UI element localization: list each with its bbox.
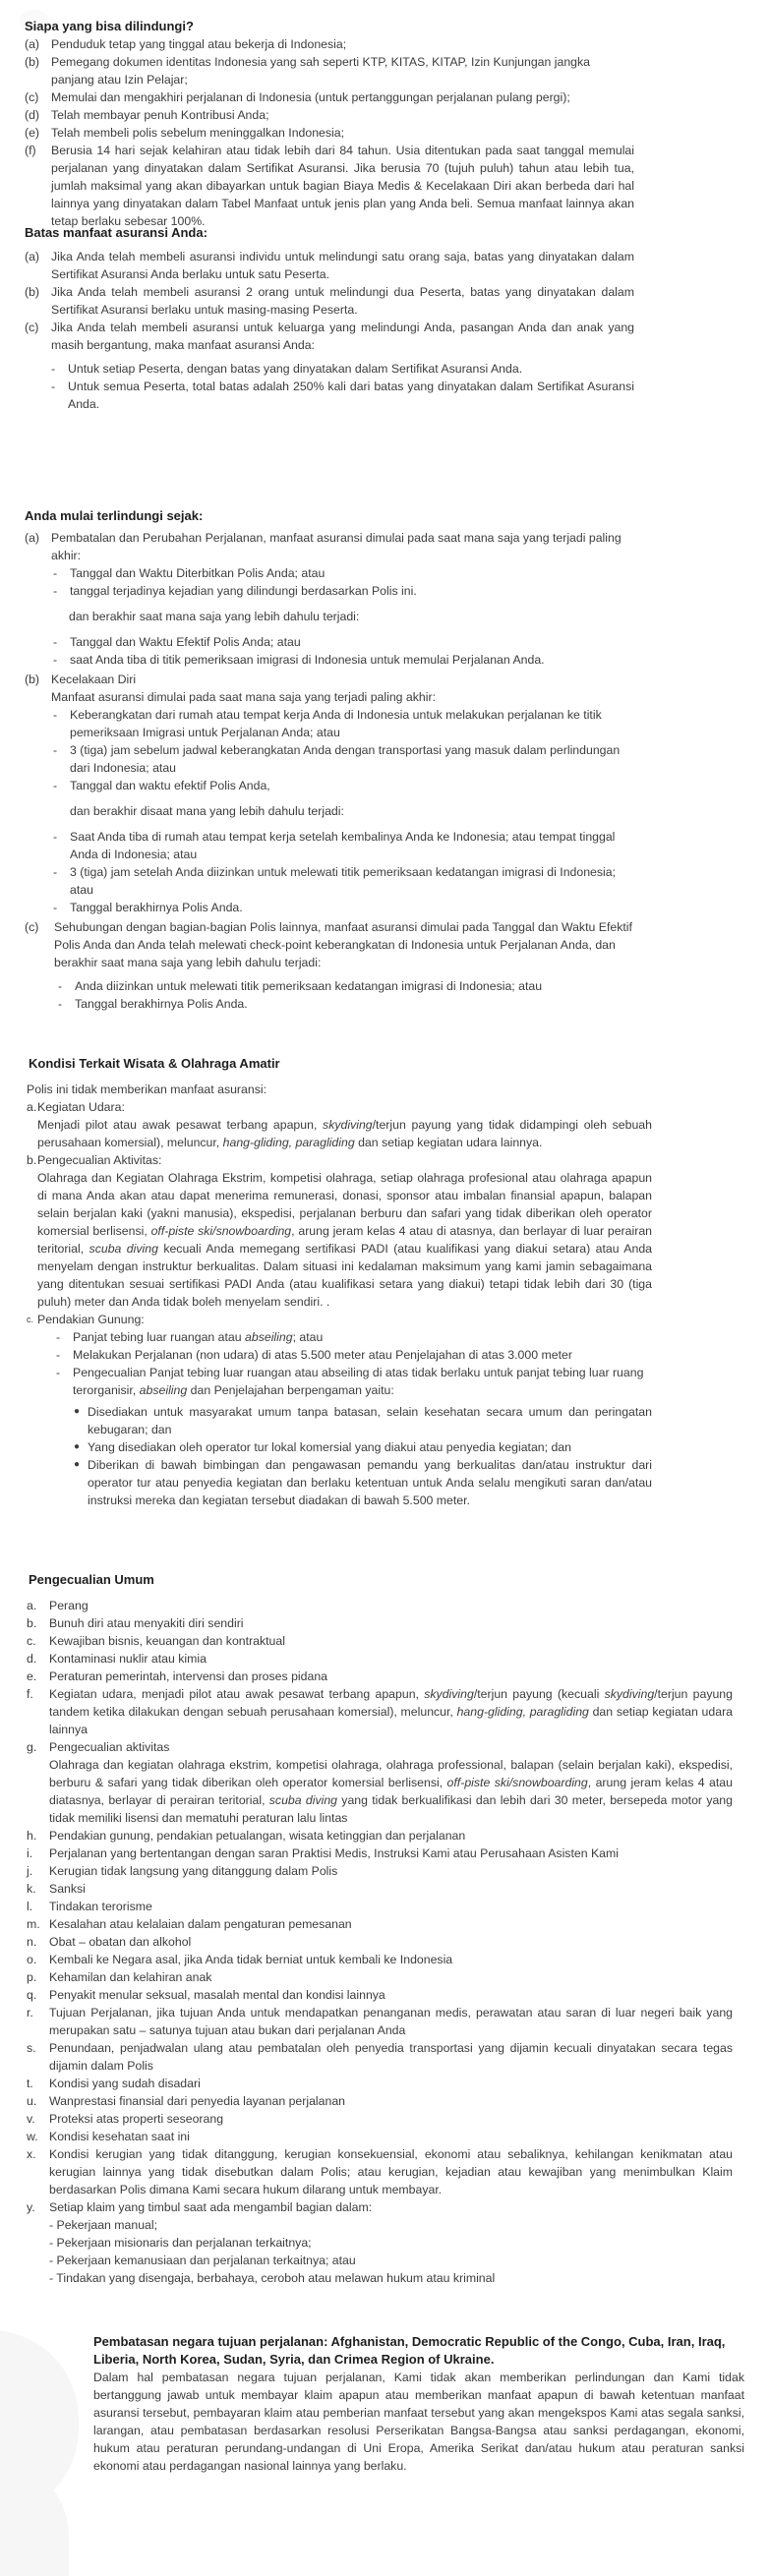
text-run: Olahraga dan Kegiatan Olahraga Ekstrim, kompetisi olahraga, setiap olahraga profesional atau olahraga apapun di mana Anda akan atau dapat menerima remunerasi, donasi, sponsor atau imbalan finansial apapun, balapan selain berjalan kaki (yakni manusia), ekspedisi, perjalanan berburu dan safari yang tidak diberikan oleh operator komersial berlisensi, bbox=[37, 1171, 652, 1238]
sports-c-list bbox=[27, 1328, 652, 1399]
item-label: (a) bbox=[25, 37, 40, 51]
item-label: (f) bbox=[25, 144, 36, 157]
dash-marker: - bbox=[58, 979, 63, 993]
item-label: b. bbox=[27, 1616, 37, 1630]
item-label: b. bbox=[27, 1153, 37, 1167]
item-label: c. bbox=[27, 1634, 36, 1648]
text-run: Perang bbox=[49, 1599, 89, 1612]
start-item-a bbox=[25, 529, 634, 564]
item-text: saat Anda tiba di titik pemeriksaan imigrasi di Indonesia untuk memulai Perjalanan Anda. bbox=[70, 653, 545, 667]
text-run: Kehamilan dan kelahiran anak bbox=[49, 1970, 212, 1984]
item-label: (c) bbox=[25, 90, 39, 104]
sports-intro: Polis ini tidak memberikan manfaat asuransi: bbox=[27, 1083, 267, 1096]
item-text bbox=[49, 1614, 733, 1632]
item-label: m. bbox=[27, 1917, 40, 1931]
italic-term: abseiling bbox=[139, 1383, 188, 1397]
item-text: Telah membeli polis sebelum meninggalkan Indonesia; bbox=[51, 126, 345, 140]
italic-term: skydiving bbox=[323, 1118, 373, 1132]
list-item bbox=[27, 1968, 733, 1986]
item-text: Memulai dan mengakhiri perjalanan di Indonesia (untuk pertanggungan perjalanan pulang pergi); bbox=[51, 90, 570, 104]
text-run: Kembali ke Negara asal, jika Anda tidak berniat untuk kembali ke Indonesia bbox=[49, 1953, 453, 1966]
item-text: Jika Anda telah membeli asuransi 2 orang untuk melindungi dua Peserta, batas yang dinyatakan dalam Sertifikat Asuransi berlaku untuk masing-masing Peserta. bbox=[51, 285, 634, 317]
list-item bbox=[27, 1844, 733, 1862]
text-run: dan setiap kegiatan udara lainnya. bbox=[354, 1136, 543, 1149]
item-title: Pengecualian Aktivitas: bbox=[37, 1153, 162, 1167]
start-a-list2 bbox=[25, 633, 634, 669]
text-run: Proteksi atas properti seseorang bbox=[49, 2112, 224, 2126]
text-run: yang tidak berkualifikasi dan lebih dari 30 meter, bersepeda motor yang tidak memiliki lisensi dan mematuhi peraturan lalu lintas bbox=[49, 1793, 733, 1825]
list-item bbox=[53, 777, 634, 794]
dash-marker: - bbox=[58, 997, 63, 1011]
dash-marker: - bbox=[51, 362, 56, 376]
item-subline: - Pekerjaan manual; bbox=[49, 2218, 158, 2232]
item-text: 3 (tiga) jam sebelum jadwal keberangkatan Anda dengan transportasi yang masuk dalam perlindungan dari Indonesia; atau bbox=[70, 743, 621, 775]
item-label: r. bbox=[27, 2006, 33, 2020]
item-label: i. bbox=[27, 1846, 33, 1860]
italic-term: skydiving bbox=[604, 1687, 655, 1701]
list-item bbox=[27, 2128, 733, 2145]
list-item bbox=[25, 283, 634, 319]
dash-marker: - bbox=[53, 743, 58, 757]
start-item-b bbox=[25, 671, 634, 688]
item-text: Saat Anda tiba di rumah atau tempat kerja setelah kembalinya Anda ke Indonesia; atau tempat tinggal Anda di Indonesia; atau bbox=[70, 830, 616, 861]
text-run: Panjat tebing luar ruangan atau bbox=[73, 1330, 246, 1344]
section-title: Anda mulai terlindungi sejak: bbox=[25, 508, 204, 523]
start-a-list1 bbox=[25, 564, 634, 600]
text-run: Peraturan pemerintah, intervensi dan proses pidana bbox=[49, 1669, 328, 1683]
list-item bbox=[27, 1933, 733, 1951]
list-item bbox=[53, 651, 634, 669]
item-text: Untuk semua Peserta, total batas adalah 250% kali dari batas yang dinyatakan dalam Sertifikat Asuransi Anda. bbox=[68, 380, 634, 411]
text-run: Sanksi bbox=[49, 1882, 86, 1896]
section-title: Batas manfaat asuransi Anda: bbox=[25, 225, 207, 240]
item-label: (a) bbox=[25, 531, 40, 545]
text-run: Kerugian tidak langsung yang ditanggung dalam Polis bbox=[49, 1864, 338, 1878]
item-label: w. bbox=[27, 2130, 38, 2143]
list-item bbox=[53, 564, 634, 582]
list-item bbox=[53, 633, 634, 651]
list-item bbox=[27, 1862, 733, 1880]
section-benefit-limits bbox=[25, 224, 634, 413]
limits-sublist bbox=[25, 360, 634, 413]
item-text bbox=[49, 1685, 733, 1738]
text-run: Obat – obatan dan alkohol bbox=[49, 1935, 192, 1949]
list-item bbox=[51, 360, 634, 378]
item-title: Kecelakaan Diri bbox=[51, 673, 137, 686]
item-label: (c) bbox=[25, 920, 39, 934]
list-item bbox=[56, 1328, 652, 1346]
dash-marker: - bbox=[56, 1366, 61, 1379]
list-item bbox=[25, 35, 634, 53]
bullet-icon: ● bbox=[74, 1459, 81, 1470]
item-label: y. bbox=[27, 2200, 35, 2214]
text-run: Kegiatan udara, menjadi pilot atau awak pesawat terbang apapun, bbox=[49, 1687, 425, 1701]
text-run: /terjun payung (kecuali bbox=[473, 1687, 605, 1701]
list-item bbox=[27, 2092, 733, 2110]
section-sports-conditions bbox=[27, 1055, 652, 1509]
list-item bbox=[27, 1915, 733, 1933]
item-label: f. bbox=[27, 1687, 33, 1701]
text-run: , arung jeram kelas 4 atau diatasnya, berlayar di perairan teritorial, bbox=[49, 1776, 733, 1807]
sports-item-c bbox=[27, 1311, 652, 1328]
item-text: Diberikan di bawah bimbingan dan pengawasan pemandu yang berkualitas dan/atau instruktur dari operator tur atau penyedia kegiatan dan berlaku ketentuan untuk Anda selalu mengikuti saran dan/atau instruksi mereka dan kegiatan tersebut diadakan di bawah 5.500 meter. bbox=[88, 1458, 652, 1507]
item-text bbox=[73, 1346, 652, 1364]
text-run: kecuali Anda memegang sertifikasi PADI (atau kualifikasi yang diakui setara) atau Anda menyelam dengan instruktur berkualitas. Dalam situasi ini kedalaman maksimum yang kami jamin sebagaimana yang ditentukan sesuai sertifikasi PADI Anda (atau kualifikasi setara yang diakui) tetapi tidak lebih dari 30 (tiga puluh) meter dan Anda tidak boleh menyelam sendiri. . bbox=[37, 1242, 652, 1309]
item-text bbox=[49, 1597, 733, 1614]
text-run: Setiap klaim yang timbul saat ada mengambil bagian dalam: bbox=[49, 2200, 373, 2214]
text-run: Penyakit menular seksual, masalah mental dan kondisi lainnya bbox=[49, 1988, 385, 2002]
list-item bbox=[53, 863, 634, 899]
item-text bbox=[49, 1933, 733, 1951]
item-text: Tanggal berakhirnya Polis Anda. bbox=[75, 997, 248, 1011]
list-item bbox=[27, 1880, 733, 1898]
text-run: Kesalahan atau kelalaian dalam pengaturan pemesanan bbox=[49, 1917, 352, 1931]
item-text: Telah membayar penuh Kontribusi Anda; bbox=[51, 108, 269, 122]
text-run: Wanprestasi finansial dari penyedia layanan perjalanan bbox=[49, 2094, 346, 2108]
item-label: (d) bbox=[25, 108, 40, 122]
item-text bbox=[49, 2110, 733, 2128]
item-text: Untuk setiap Peserta, dengan batas yang dinyatakan dalam Sertifikat Asuransi Anda. bbox=[68, 362, 523, 376]
bullet-icon: ● bbox=[74, 1406, 81, 1417]
list-item bbox=[27, 2075, 733, 2092]
text-run: Menjadi pilot atau awak pesawat terbang apapun, bbox=[37, 1118, 324, 1132]
item-text: Tanggal dan Waktu Efektif Polis Anda; atau bbox=[70, 635, 301, 649]
start-item-c bbox=[25, 918, 634, 971]
item-label: v. bbox=[27, 2112, 35, 2126]
list-item bbox=[25, 53, 634, 88]
list-item bbox=[27, 2145, 733, 2198]
item-text: Jika Anda telah membeli asuransi individu untuk melindungi satu orang saja, batas yang dinyatakan dalam Sertifikat Asuransi Anda berlaku untuk satu Peserta. bbox=[51, 250, 634, 281]
list-item bbox=[53, 582, 634, 600]
item-text bbox=[49, 1915, 733, 1933]
item-text: Anda diizinkan untuk melewati titik pemeriksaan kedatangan imigrasi di Indonesia; atau bbox=[75, 979, 543, 993]
list-item bbox=[56, 1346, 652, 1364]
item-label: (a) bbox=[25, 250, 40, 263]
bullet-icon: ● bbox=[74, 1441, 81, 1452]
dash-marker: - bbox=[53, 584, 58, 598]
dash-marker: - bbox=[53, 865, 58, 879]
item-text: Tanggal berakhirnya Polis Anda. bbox=[70, 901, 243, 914]
italic-term: scuba diving bbox=[268, 1793, 338, 1807]
item-subline: - Pekerjaan misionaris dan perjalanan terkaitnya; bbox=[49, 2236, 312, 2250]
destination-restriction bbox=[93, 2333, 744, 2475]
text-run: /terjun payung tandem ketika dilakukan dengan sebuah perusahaan komersial), meluncur, bbox=[49, 1687, 733, 1719]
item-text bbox=[49, 1951, 733, 1968]
item-body bbox=[49, 1756, 733, 1827]
section-coverage-start bbox=[25, 507, 634, 1013]
limits-list bbox=[25, 248, 634, 354]
item-text bbox=[49, 2004, 733, 2039]
text-run: Olahraga dan kegiatan olahraga ekstrim, kompetisi olahraga, olahraga professional, balapan (selain berjalan kaki), ekspedisi, berburu & safari yang tidak diberikan oleh operator komersial berlisensi, bbox=[49, 1758, 733, 1789]
italic-term: off-piste ski/snowboarding bbox=[150, 1224, 292, 1238]
item-subline: - Tindakan yang disengaja, berbahaya, ceroboh atau melawan hukum atau kriminal bbox=[49, 2271, 496, 2285]
list-item bbox=[27, 1632, 733, 1650]
item-label: (b) bbox=[25, 285, 40, 299]
item-text bbox=[49, 1898, 733, 1915]
item-text bbox=[49, 2075, 733, 2092]
item-label: a. bbox=[27, 1100, 37, 1114]
sports-b-text bbox=[37, 1169, 652, 1311]
item-label: (b) bbox=[25, 55, 40, 69]
list-item bbox=[27, 2039, 733, 2075]
list-item bbox=[25, 142, 634, 230]
list-item bbox=[27, 1668, 733, 1685]
list-item bbox=[27, 1951, 733, 1968]
start-a-mid: dan berakhir saat mana saja yang lebih dahulu terjadi: bbox=[69, 610, 360, 623]
start-c-list bbox=[25, 977, 634, 1013]
dash-marker: - bbox=[53, 653, 58, 667]
list-item bbox=[27, 1650, 733, 1668]
item-label: t. bbox=[27, 2077, 33, 2090]
item-text bbox=[49, 2092, 733, 2110]
italic-term: skydiving bbox=[424, 1687, 474, 1701]
dash-marker: - bbox=[53, 708, 58, 722]
sports-a-text bbox=[37, 1116, 652, 1151]
list-item bbox=[25, 88, 634, 106]
item-label: c. bbox=[27, 1315, 34, 1324]
item-title: Kegiatan Udara: bbox=[37, 1100, 125, 1114]
text-run: Tujuan Perjalanan, jika tujuan Anda untuk mendapatkan penanganan medis, perawatan atau saran di luar negeri baik yang merupakan satu – satunya tujuan atau bukan dari perjalanan Anda bbox=[49, 2006, 733, 2037]
item-label: o. bbox=[27, 1953, 37, 1966]
item-text: Tanggal dan Waktu Diterbitkan Polis Anda; atau bbox=[70, 566, 326, 580]
item-label: a. bbox=[27, 1599, 37, 1612]
list-item bbox=[27, 1898, 733, 1915]
list-item bbox=[51, 378, 634, 413]
list-item bbox=[27, 1827, 733, 1844]
restriction-title: Pembatasan negara tujuan perjalanan: Afghanistan, Democratic Republic of the Congo, Cuba, Iran, Iraq, Liberia, North Korea, Sudan, Syria, dan Crimea Region of Ukraine. bbox=[93, 2334, 726, 2367]
list-item bbox=[25, 124, 634, 142]
item-text: Sehubungan dengan bagian-bagian Polis lainnya, manfaat asuransi dimulai pada Tanggal dan Waktu Efektif Polis Anda dan Anda telah melewati check-point keberangkatan di Indonesia untuk Perjalanan Anda, dan berakhir saat mana saja yang lebih dahulu terjadi: bbox=[54, 920, 632, 969]
start-b-mid: dan berakhir disaat mana yang lebih dahulu terjadi: bbox=[70, 804, 344, 818]
item-text: tanggal terjadinya kejadian yang dilindungi berdasarkan Polis ini. bbox=[70, 584, 417, 598]
who-list bbox=[25, 35, 634, 230]
item-text: Tanggal dan waktu efektif Polis Anda, bbox=[70, 779, 270, 792]
item-text bbox=[49, 1862, 733, 1880]
item-text bbox=[49, 1632, 733, 1650]
item-subline: - Pekerjaan kemanusiaan dan perjalanan terkaitnya; atau bbox=[49, 2254, 356, 2267]
item-text bbox=[49, 2145, 733, 2198]
item-text bbox=[49, 2039, 733, 2075]
item-text bbox=[49, 1738, 733, 1827]
text-run: Perjalanan yang bertentangan dengan saran Praktisi Medis, Instruksi Kami atau Perusahaan Asisten Kami bbox=[49, 1846, 619, 1860]
section-title: Pengecualian Umum bbox=[29, 1572, 154, 1587]
text-run: Melakukan Perjalanan (non udara) di atas 5.500 meter atau Penjelajahan di atas 3.000 meter bbox=[73, 1348, 572, 1362]
item-label: (b) bbox=[25, 673, 40, 686]
list-item bbox=[74, 1403, 652, 1438]
item-text bbox=[49, 1844, 733, 1862]
list-item bbox=[27, 1986, 733, 2004]
text-run: dan Penjelajahan berpengaman yaitu: bbox=[187, 1383, 394, 1397]
item-text: Disediakan untuk masyarakat umum tanpa batasan, selain kesehatan secara umum dan peringatan kebugaran; dan bbox=[88, 1405, 652, 1436]
text-run: Kondisi kesehatan saat ini bbox=[49, 2130, 190, 2143]
dash-marker: - bbox=[53, 779, 58, 792]
text-run: Pengecualian Panjat tebing luar ruangan atau abseiling di atas tidak berlaku untuk panjat tebing luar ruang terorganisir, bbox=[73, 1366, 644, 1397]
item-label: (c) bbox=[25, 321, 39, 334]
item-text: Berusia 14 hari sejak kelahiran atau tidak lebih dari 84 tahun. Usia ditentukan pada saat tanggal memulai perjalanan yang dinyatakan dalam Sertifikat Asuransi. Jika berusia 70 (tujuh puluh) tahun atau lebih tua, jumlah maksimal yang akan dibayarkan untuk bagian Biaya Medis & Kecelakaan Diri akan berbeda dari hal lainnya yang dinyatakan dalam Tabel Manfaat untuk jenis plan yang Anda beli. Semua manfaat lainnya akan tetap berlaku sebesar 100%. bbox=[51, 144, 634, 228]
italic-term: hang-gliding, paragliding bbox=[456, 1705, 589, 1719]
sports-item-a bbox=[27, 1098, 652, 1116]
text-run: dan setiap kegiatan udara lainnya bbox=[49, 1705, 733, 1736]
item-label: h. bbox=[27, 1829, 37, 1843]
item-label: k. bbox=[27, 1882, 36, 1896]
dash-marker: - bbox=[53, 830, 58, 844]
item-label: (e) bbox=[25, 126, 40, 140]
item-label: d. bbox=[27, 1652, 37, 1666]
list-item bbox=[27, 1685, 733, 1738]
text-run: Penundaan, penjadwalan ulang atau pembatalan oleh penyedia transportasi yang dijamin kecuali dinyatakan secara tegas dijamin dalam Polis bbox=[49, 2041, 733, 2073]
item-text bbox=[49, 1668, 733, 1685]
item-text: Pembatalan dan Perubahan Perjalanan, manfaat asuransi dimulai pada saat mana saja yang terjadi paling akhir: bbox=[51, 531, 622, 562]
item-text: Jika Anda telah membeli asuransi untuk keluarga yang melindungi Anda, pasangan Anda dan anak yang masih bergantung, maka manfaat asuransi Anda: bbox=[51, 321, 634, 352]
item-text: Pemegang dokumen identitas Indonesia yang sah seperti KTP, KITAS, KITAP, Izin Kunjungan jangka panjang atau Izin Pelajar; bbox=[51, 55, 591, 87]
item-text bbox=[73, 1328, 652, 1346]
dash-marker: - bbox=[53, 901, 58, 914]
general-list bbox=[27, 1597, 733, 2287]
item-label: l. bbox=[27, 1900, 33, 1913]
text-run: Kewajiban bisnis, keuangan dan kontraktual bbox=[49, 1634, 285, 1648]
list-item bbox=[58, 995, 634, 1013]
list-item bbox=[25, 319, 634, 354]
list-item bbox=[53, 828, 634, 863]
item-text: Keberangkatan dari rumah atau tempat kerja Anda di Indonesia untuk melakukan perjalanan ke titik pemeriksaan Imigrasi untuk Perjalanan Anda; atau bbox=[70, 708, 602, 739]
list-item bbox=[25, 106, 634, 124]
italic-term: scuba diving bbox=[89, 1242, 158, 1256]
section-general-exclusions bbox=[27, 1571, 733, 2287]
text-run: Pendakian gunung, pendakian petualangan, wisata ketinggian dan perjalanan bbox=[49, 1829, 466, 1843]
italic-term: abseiling bbox=[245, 1330, 293, 1344]
list-item bbox=[74, 1438, 652, 1456]
item-text bbox=[49, 2128, 733, 2145]
item-text bbox=[73, 1364, 652, 1399]
text-run: Bunuh diri atau menyakiti diri sendiri bbox=[49, 1616, 244, 1630]
item-title: Pendakian Gunung: bbox=[37, 1313, 145, 1326]
text-run: /terjun payung yang tidak didampingi oleh sebuah perusahaan komersial), meluncur, bbox=[37, 1118, 652, 1149]
item-text: Penduduk tetap yang tinggal atau bekerja di Indonesia; bbox=[51, 37, 347, 51]
dash-marker: - bbox=[56, 1348, 61, 1362]
text-run: ; atau bbox=[292, 1330, 324, 1344]
dash-marker: - bbox=[53, 635, 58, 649]
list-item bbox=[74, 1456, 652, 1509]
text-run: Kondisi yang sudah disadari bbox=[49, 2077, 201, 2090]
start-b-list2 bbox=[25, 828, 634, 916]
item-text: Manfaat asuransi dimulai pada saat mana saja yang terjadi paling akhir: bbox=[51, 690, 436, 704]
item-text bbox=[49, 1968, 733, 1986]
list-item bbox=[27, 1597, 733, 1614]
list-item bbox=[27, 2004, 733, 2039]
italic-term: off-piste ski/snowboarding bbox=[446, 1776, 588, 1789]
list-item bbox=[27, 2110, 733, 2128]
text-run: Pengecualian aktivitas bbox=[49, 1740, 170, 1754]
start-b-list1 bbox=[25, 706, 634, 794]
text-run: Tindakan terorisme bbox=[49, 1900, 152, 1913]
item-label: g. bbox=[27, 1740, 37, 1754]
item-text bbox=[49, 2198, 733, 2287]
item-label: u. bbox=[27, 2094, 37, 2108]
text-run: Kondisi kerugian yang tidak ditanggung, kerugian konsekuensial, ekonomi atau sebaliknya, kehilangan kenikmatan atau kerugian lainnya yang tidak disebutkan dalam Polis; atau kerugian, kejadian atau kewajiban yang menimbulkan Klaim berdasarkan Polis dimana Kami secara hukum dilarang untuk membayar. bbox=[49, 2147, 733, 2196]
list-item bbox=[53, 899, 634, 916]
restriction-text: Dalam hal pembatasan negara tujuan perjalanan, Kami tidak akan memberikan perlindungan dan Kami tidak bertanggung jawab untuk membayar klaim apapun atau memberikan manfaat apapun di bawah ketentuan manfaat asuransi tersebut, pembayaran klaim atau pemberian manfaat tersebut yang akan mengekspos Kami atas segala sanksi, larangan, atau pembatasan berdasarkan resolusi Perserikatan Bangsa-Bangsa atau sanksi perdagangan, ekonomi, hukum atau peraturan perundang-undangan di Uni Eropa, Amerika Serikat dan/atau hukum atau peraturan sanksi ekonomi atau perdagangan nasional lainnya yang berlaku. bbox=[93, 2371, 744, 2473]
item-label: n. bbox=[27, 1935, 37, 1949]
sports-item-b bbox=[27, 1151, 652, 1169]
section-who-is-covered bbox=[25, 18, 634, 230]
item-text bbox=[49, 1986, 733, 2004]
item-text: Yang disediakan oleh operator tur lokal komersial yang diakui atau penyedia kegiatan; dan bbox=[88, 1440, 571, 1454]
list-item bbox=[25, 248, 634, 283]
list-item bbox=[27, 1614, 733, 1632]
list-item bbox=[53, 741, 634, 777]
item-text bbox=[49, 1650, 733, 1668]
item-label: e. bbox=[27, 1669, 37, 1683]
item-label: j. bbox=[27, 1864, 33, 1878]
item-text: 3 (tiga) jam setelah Anda diizinkan untuk melewati titik pemeriksaan kedatangan imigrasi di Indonesia; atau bbox=[70, 865, 617, 897]
dash-marker: - bbox=[53, 566, 58, 580]
text-run: Kontaminasi nuklir atau kimia bbox=[49, 1652, 207, 1666]
dash-marker: - bbox=[51, 380, 56, 393]
dash-marker: - bbox=[56, 1330, 61, 1344]
text-run: , arung jeram kelas 4 atau di atasnya, dan berlayar di luar perairan teritorial, bbox=[37, 1224, 652, 1256]
section-title: Siapa yang bisa dilindungi? bbox=[25, 19, 194, 33]
sports-c-bullets bbox=[27, 1403, 652, 1509]
item-text bbox=[49, 1880, 733, 1898]
section-title: Kondisi Terkait Wisata & Olahraga Amatir bbox=[29, 1056, 280, 1071]
item-label: q. bbox=[27, 1988, 37, 2002]
item-label: p. bbox=[27, 1970, 37, 1984]
italic-term: hang-gliding, paragliding bbox=[222, 1136, 355, 1149]
item-text bbox=[49, 1827, 733, 1844]
list-item bbox=[27, 2198, 733, 2287]
item-label: s. bbox=[27, 2041, 36, 2055]
list-item bbox=[56, 1364, 652, 1399]
item-label: x. bbox=[27, 2147, 36, 2161]
list-item bbox=[58, 977, 634, 995]
list-item bbox=[53, 706, 634, 741]
list-item bbox=[27, 1738, 733, 1827]
